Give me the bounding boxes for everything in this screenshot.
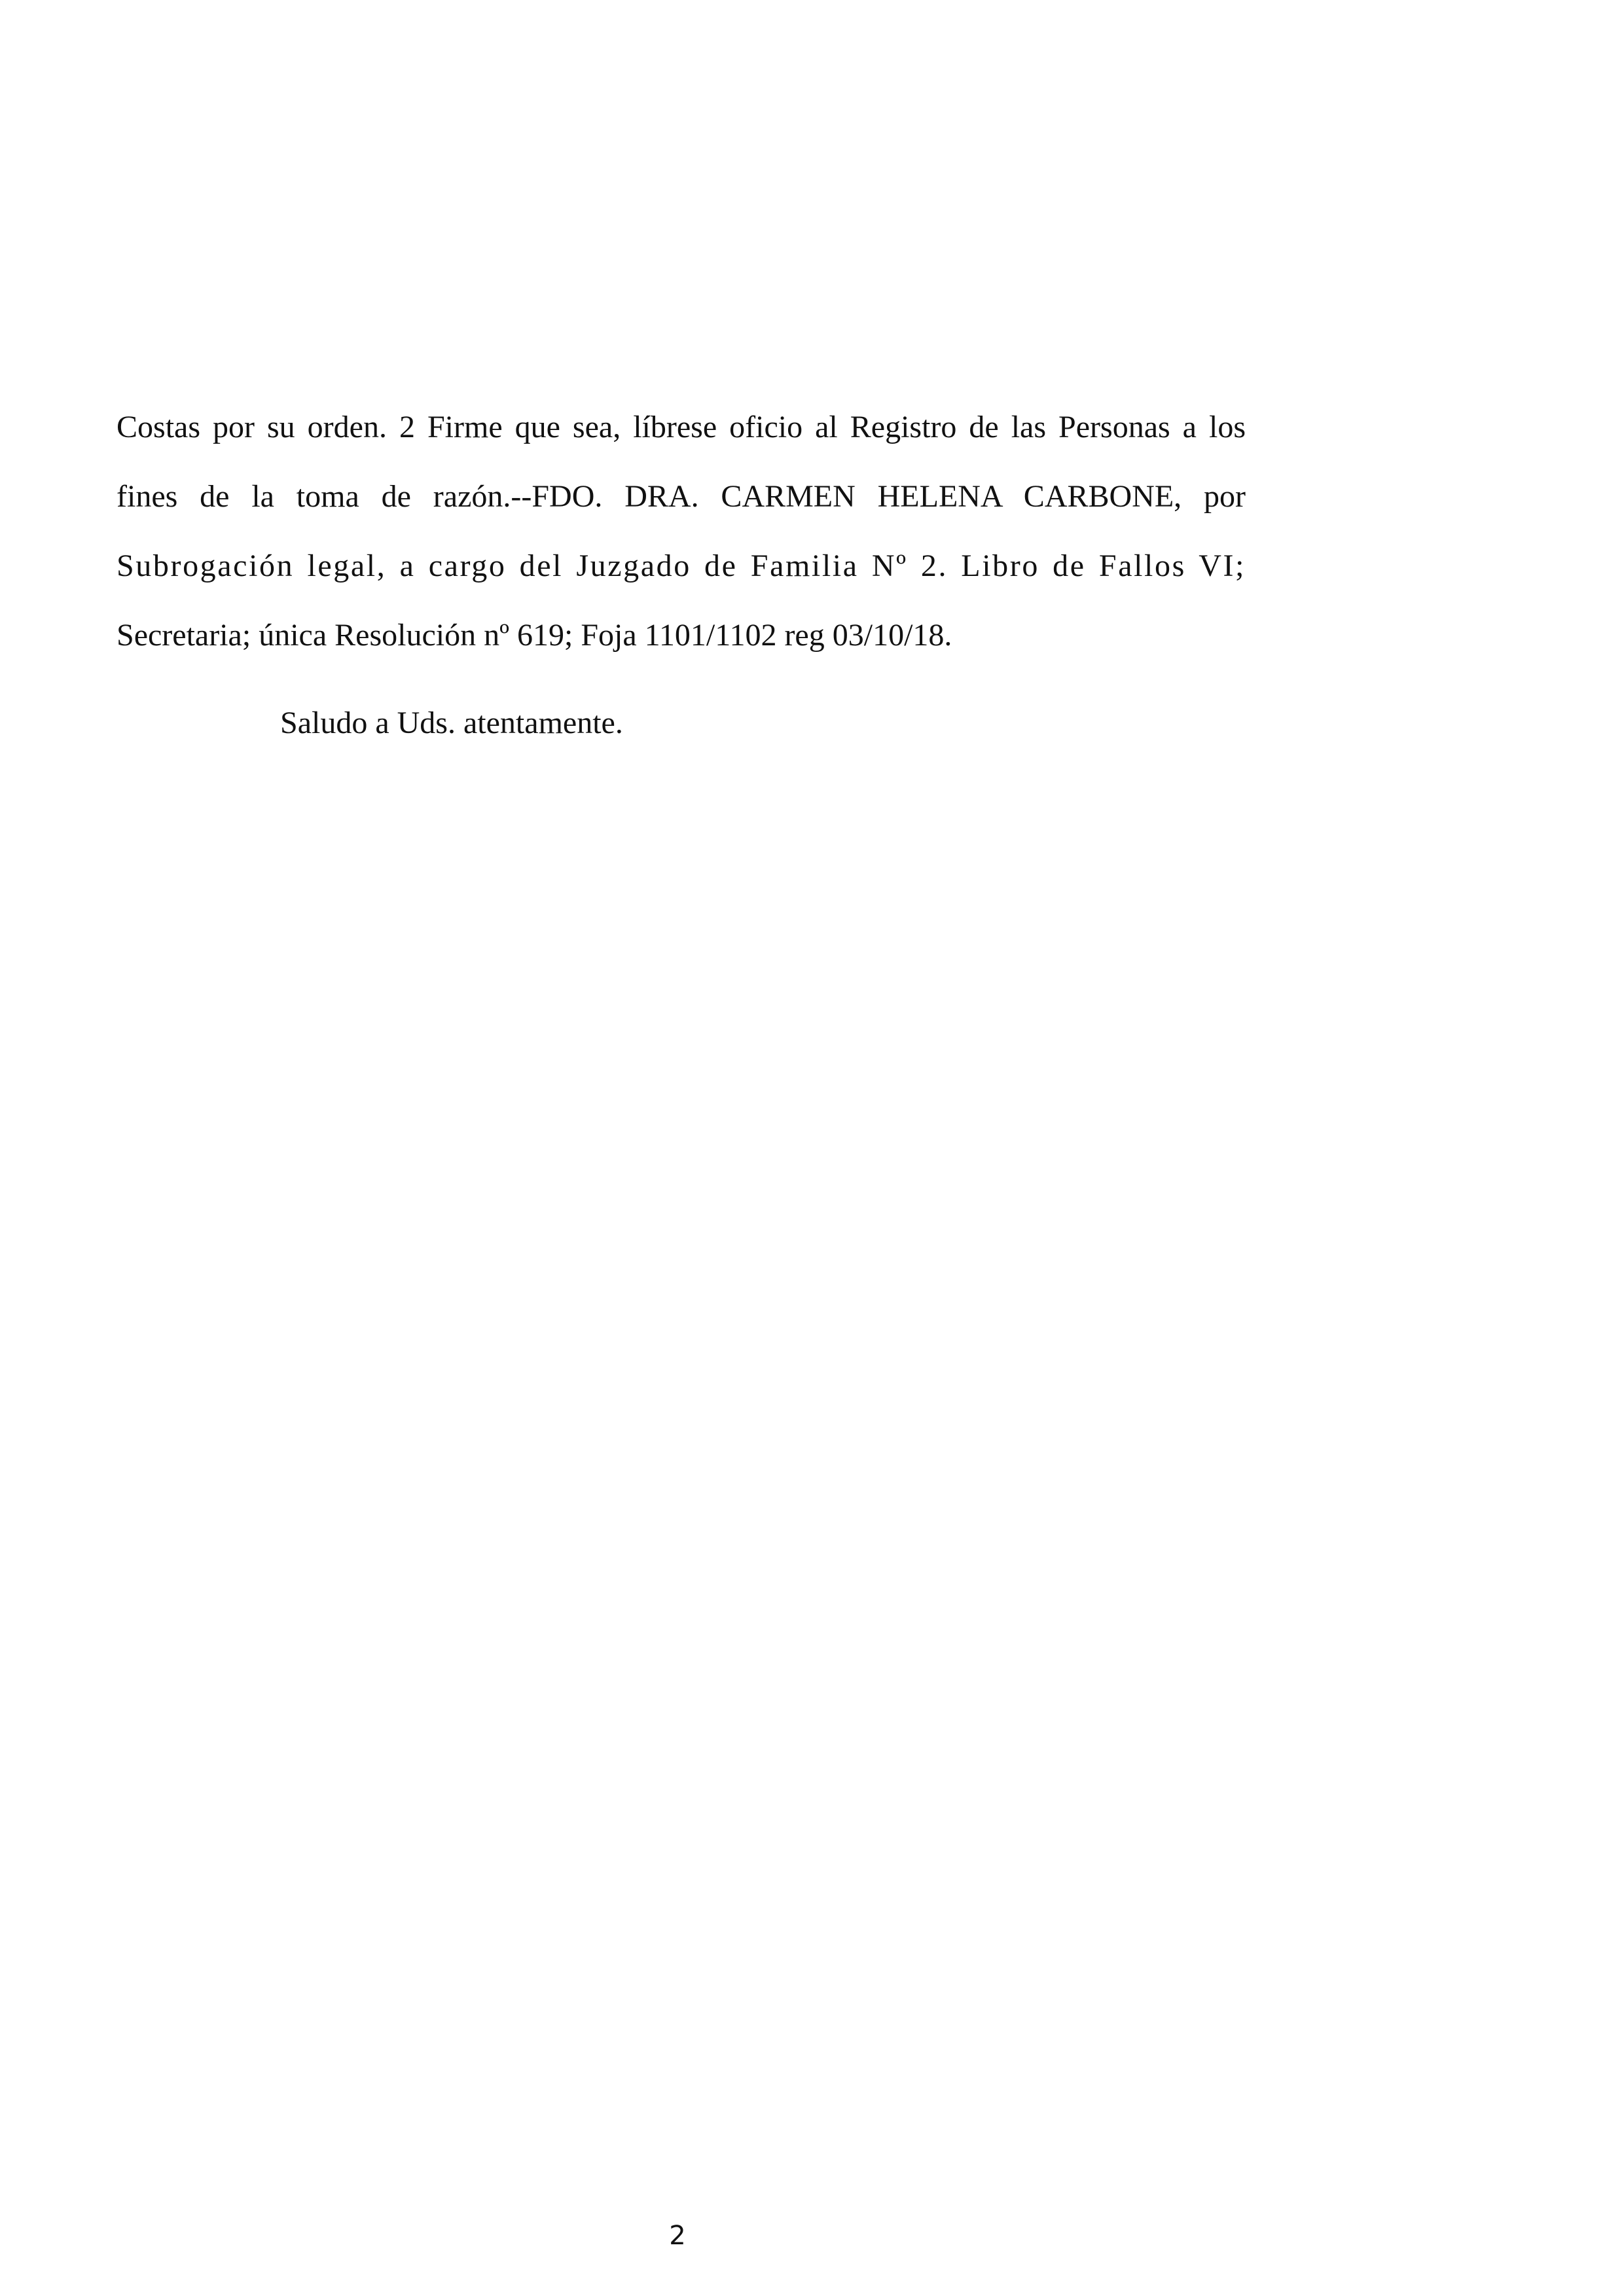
body-line-2: fines de la toma de razón.--FDO. DRA. CARMEN HELENA CARBONE, por xyxy=(117,479,1246,514)
body-paragraph xyxy=(117,393,1246,670)
body-line-1: Costas por su orden. 2 Firme que sea, líbrese oficio al Registro de las Personas a los xyxy=(117,410,1246,444)
body-line-3: Subrogación legal, a cargo del Juzgado de Familia Nº 2. Libro de Fallos VI; xyxy=(117,548,1246,583)
closing-greeting: Saludo a Uds. atentamente. xyxy=(280,706,623,740)
page-number: 2 xyxy=(669,2221,686,2251)
body-line-4: Secretaria; única Resolución nº 619; Foja 1101/1102 reg 03/10/18. xyxy=(117,618,952,653)
